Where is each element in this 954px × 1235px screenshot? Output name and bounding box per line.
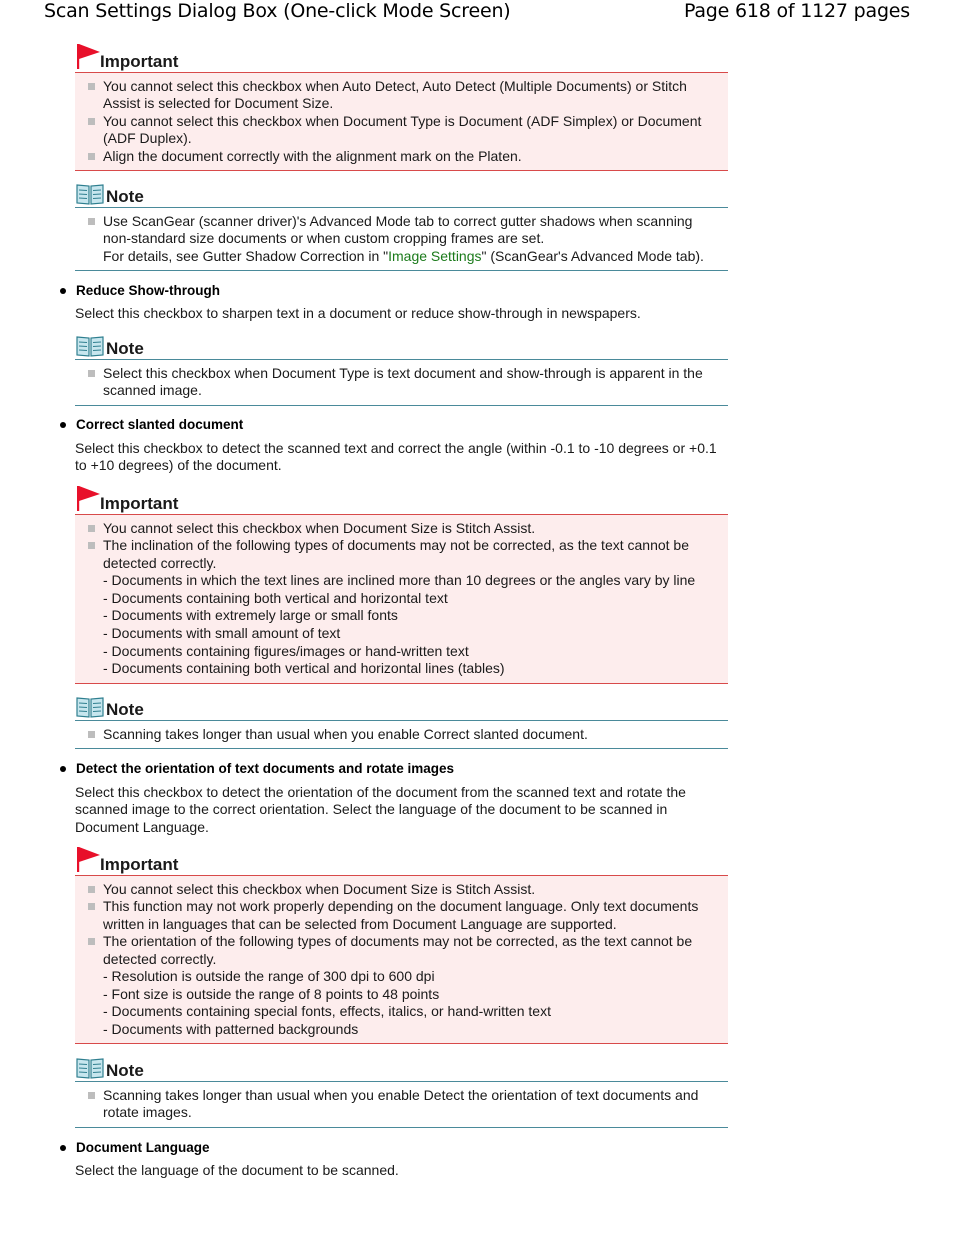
section-reduce-show-through (60, 283, 740, 299)
section-description: Select this checkbox to sharpen text in a document or reduce show-through in newspapers. (75, 305, 641, 321)
important-body (75, 73, 728, 171)
list-item (85, 213, 718, 265)
note-header (75, 1054, 728, 1082)
list-item (85, 881, 718, 898)
details-prefix: For details, see Gutter Shadow Correction in " (103, 247, 389, 264)
square-bullet-icon (88, 542, 95, 549)
list-item (85, 537, 718, 572)
open-book-icon (76, 335, 104, 357)
section-title: Detect the orientation of text documents and rotate images (76, 761, 455, 776)
page-number: Page 618 of 1127 pages (683, 0, 910, 22)
note-box (75, 1054, 728, 1128)
note-body (75, 208, 728, 271)
page-header (0, 0, 954, 26)
sub-item: - Documents containing special fonts, effects, italics, or hand-written text (103, 1003, 551, 1020)
important-header (75, 45, 728, 73)
dot-bullet-icon (60, 766, 66, 772)
sub-item: - Documents containing both vertical and horizontal lines (tables) (103, 660, 505, 677)
note-box (75, 693, 728, 749)
dot-bullet-icon (60, 288, 66, 294)
sub-item: - Documents containing figures/images or hand-written text (103, 642, 469, 659)
note-body (75, 721, 728, 749)
important-body (75, 876, 728, 1044)
square-bullet-icon (88, 153, 95, 160)
square-bullet-icon (88, 938, 95, 945)
list-item (85, 78, 718, 113)
square-bullet-icon (88, 731, 95, 738)
red-flag-icon (76, 846, 100, 872)
image-settings-link[interactable]: Image Settings (388, 247, 482, 264)
sub-item: - Documents with extremely large or small fonts (103, 607, 398, 624)
open-book-icon (76, 183, 104, 205)
square-bullet-icon (88, 1092, 95, 1099)
note-box (75, 180, 728, 271)
important-box (75, 848, 728, 1044)
note-label: Note (106, 1061, 144, 1080)
square-bullet-icon (88, 370, 95, 377)
section-title: Correct slanted document (76, 417, 244, 432)
sub-item: - Documents in which the text lines are inclined more than 10 degrees or the angles vary by line (103, 572, 696, 589)
important-box (75, 45, 728, 171)
section-detect-orientation (60, 761, 740, 777)
dot-bullet-icon (60, 1145, 66, 1151)
list-item (85, 898, 718, 933)
square-bullet-icon (88, 83, 95, 90)
list-item-text: You cannot select this checkbox when Document Type is Document (ADF Simplex) or Document (ADF Duplex). (103, 112, 702, 147)
note-body (75, 1082, 728, 1128)
list-item-text: The inclination of the following types of documents may not be corrected, as the text cannot be detected correctly. (103, 537, 690, 571)
important-label: Important (100, 52, 179, 71)
list-item-text: You cannot select this checkbox when Document Size is Stitch Assist. (103, 881, 536, 897)
list-item (85, 1087, 718, 1122)
note-header (75, 332, 728, 360)
section-description: Select the language of the document to be scanned. (75, 1162, 399, 1178)
square-bullet-icon (88, 218, 95, 225)
details-suffix: " (ScanGear's Advanced Mode tab). (481, 247, 704, 264)
important-label: Important (100, 855, 179, 874)
dot-bullet-icon (60, 422, 66, 428)
list-item-text: Select this checkbox when Document Type is text document and show-through is apparent in the scanned image. (103, 365, 703, 399)
open-book-icon (76, 1057, 104, 1079)
red-flag-icon (76, 43, 100, 69)
list-item (85, 520, 718, 537)
sub-item: - Documents with patterned backgrounds (103, 1020, 359, 1037)
section-description: Select this checkbox to detect the orientation of the document from the scanned text and rotate the scanned image to the correct orientation. Select the language of the document to be scanned in Document Language. (75, 784, 686, 835)
note-body (75, 360, 728, 406)
important-label: Important (100, 494, 179, 513)
note-label: Note (106, 187, 144, 206)
square-bullet-icon (88, 118, 95, 125)
note-header (75, 693, 728, 721)
section-description: Select this checkbox to detect the scanned text and correct the angle (within -0.1 to -10 degrees or +0.1 to +10 degrees) of the document. (75, 440, 717, 474)
list-item-text: You cannot select this checkbox when Document Size is Stitch Assist. (103, 520, 536, 536)
note-box (75, 332, 728, 406)
list-item-text: Scanning takes longer than usual when you enable Detect the orientation of text documents and rotate images. (103, 1087, 699, 1121)
square-bullet-icon (88, 903, 95, 910)
list-item-text: Align the document correctly with the alignment mark on the Platen. (103, 147, 522, 164)
list-item (85, 726, 718, 743)
sub-item: - Documents with small amount of text (103, 625, 341, 641)
list-item-text: Use ScanGear (scanner driver)'s Advanced Mode tab to correct gutter shadows when scanning non-standard size documents or when custom cropping frames are set. (103, 213, 693, 247)
section-correct-slanted-document (60, 417, 740, 433)
sub-item: - Font size is outside the range of 8 points to 48 points (103, 985, 440, 1002)
note-header (75, 180, 728, 208)
important-header (75, 848, 728, 876)
list-item-text: Scanning takes longer than usual when you enable Correct slanted document. (103, 726, 588, 742)
section-title: Document Language (76, 1140, 210, 1155)
red-flag-icon (76, 485, 100, 511)
important-header (75, 487, 728, 515)
list-item (85, 113, 718, 148)
square-bullet-icon (88, 525, 95, 532)
list-item (85, 933, 718, 968)
sub-item: - Resolution is outside the range of 300 dpi to 600 dpi (103, 968, 435, 985)
sub-item: - Documents containing both vertical and horizontal text (103, 589, 448, 606)
page-title: Scan Settings Dialog Box (One-click Mode Screen) (44, 0, 511, 22)
list-item (85, 365, 718, 400)
list-item-text: The orientation of the following types of documents may not be corrected, as the text cannot be detected correctly. (103, 933, 693, 967)
list-item-text: You cannot select this checkbox when Auto Detect, Auto Detect (Multiple Documents) or Stitch Assist is selected for Document Size. (103, 78, 687, 112)
open-book-icon (76, 696, 104, 718)
list-item-text: This function may not work properly depending on the document language. Only text documents written in languages that can be selected from Document Language are supported. (103, 898, 699, 932)
list-item (85, 148, 718, 165)
section-title: Reduce Show-through (76, 283, 220, 298)
note-label: Note (106, 700, 144, 719)
important-box (75, 487, 728, 684)
important-body (75, 515, 728, 684)
square-bullet-icon (88, 886, 95, 893)
section-document-language (60, 1140, 740, 1156)
note-label: Note (106, 339, 144, 358)
